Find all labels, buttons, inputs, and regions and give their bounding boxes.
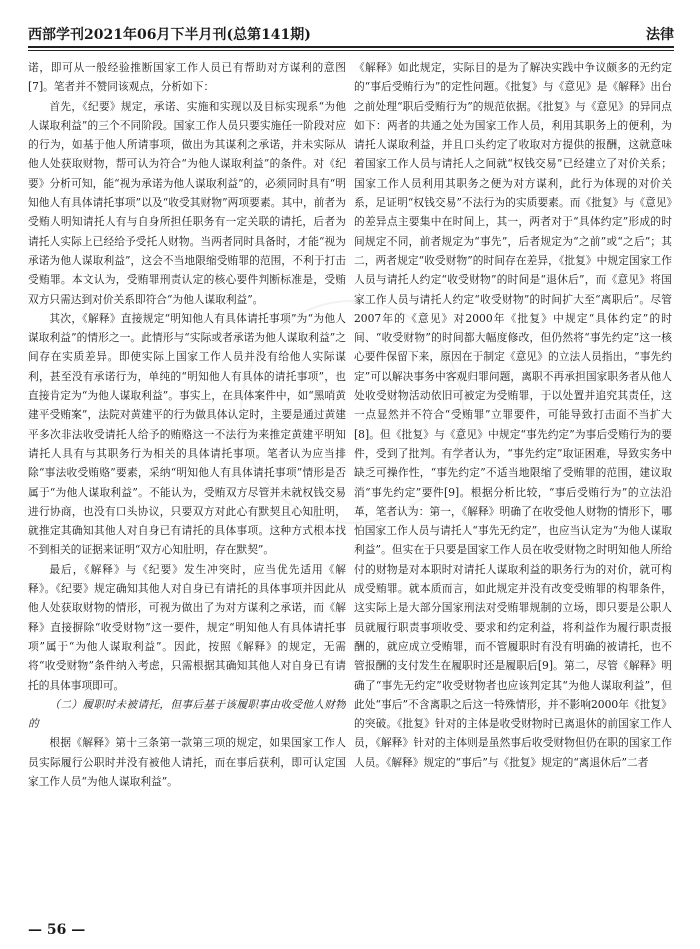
page-header (28, 22, 674, 46)
body-paragraph: 最后，《解释》与《纪要》发生冲突时，应当优先适用《解释》。《纪要》规定确知其他人对自身已有请托的具体事项并因此从他人处获取财物的情形，可视为做出了为对方谋利之承诺，而《解释》直接摒除“收受财物”这一要件，规定“明知他人有具体请托事项”属于“为他人谋取利益”。因此，按照《解释》的规定，无需将“收受财物”条件纳入考虑，只需根据其确知其他人对自身已有请托的具体事项即可。 (28, 562, 346, 692)
body-paragraph: 其次，《解释》直接规定“明知他人有具体请托事项”为“为他人谋取利益”的情形之一。此情形与“实际或者承诺为他人谋取利益”之间存在实质差异。即使实际上国家工作人员并没有给他人实际谋利，甚至没有承诺行为，单纯的“明知他人有具体的请托事项”，也直接肯定为“为他人谋取利益”。事实上，在具体案件中，如“黑哨黄建平受贿案”，法院对黄建平的行为做具体认定时，主要是通过黄建平多次非法收受请托人给予的贿赂这一不法行为来推定黄建平明知请托人具有与其职务行为相关的具体请托事项。笔者认为应当排除“事法收受贿赂”要素，采纳“明知他人有具体请托事项”情形是否属于“为他人谋取利益”。不能认为，受贿双方尽管并未就权钱交易进行协商，也没有口头协议，只要双方对此心有默契且心知肚明，就推定其确知其他人对自身已有请托的具体事项。这种方式根本找不到相关的证据来证明“双方心知肚明，存在默契”。 (28, 311, 346, 557)
page-number: — 56 — (28, 922, 86, 938)
body-paragraph: 根据《解释》第十三条第一款第三项的规定，如果国家工作人员实际履行公职时并没有被他人请托，而在事后获利，即可认定国家工作人员“为他人谋取利益”。 (28, 736, 346, 788)
right-column (354, 58, 672, 910)
header-rule-thick (28, 46, 674, 48)
body-paragraph: 诺，即可从一般经验推断国家工作人员已有帮助对方谋利的意图[7]。笔者并不赞同该观点，分析如下： (28, 61, 346, 94)
section-label: 法律 (646, 27, 674, 43)
body-paragraph: 《解释》如此规定，实际目的是为了解决实践中争议颇多的无约定的“事后受贿行为”的定性问题。《批复》与《意见》是《解释》出台之前处理“职后受贿行为”的规范依据。《批复》与《意见》的异同点如下：两者的共通之处为国家工作人员，利用其职务上的便利，为请托人谋取利益，并且口头约定了收取对方提供的报酬，这就意味着国家工作人员与请托人之间就“权钱交易”已经建立了对价关系；国家工作人员利用其职务之便为对方谋利，此行为体现的对价关系，足证明“权钱交易”不法行为的实质要素。而《批复》与《意见》的差异点主要集中在时间上，其一，两者对于“具体约定”形成的时间规定不同，前者规定为“事先”，后者规定为“之前”或“之后”；其二，两者规定“收受财物”的时间存在差异，《批复》中规定国家工作人员与请托人约定“收受财物”的时间是“退休后”，而《意见》将国家工作人员与请托人约定“收受财物”的时间扩大至“离职后”。尽管2007年的《意见》对2000年《批复》中规定“具体约定”的时间、“收受财物”的时间都大幅度修改，但仍然将“事先约定”这一核心要件保留下来，原因在于制定《意见》的立法人员指出，“事先约定”可以解决事务中客观归罪问题，离职不再承担国家职务者从他人处收受财物活动依旧可被定为受贿罪，于以处置并追究其责任，这一点显然并不符合“受贿罪”立罪要件，可能导致打击面不当扩大[8]。但《批复》与《意见》中规定“事先约定”为事后受贿行为的要件，受到了批判。有学者认为，“事先约定”取证困难，导致实务中缺乏可操作性，“事先约定”不适当地限缩了受贿罪的范围，建议取消“事先约定”要件[9]。根据分析比较，“事后受贿行为”的立法沿革，笔者认为：第一，《解释》明确了在收受他人财物的情形下，哪怕国家工作人员与请托人“事先无约定”，也应当认定为“为他人谋取利益”。但实在于只要是国家工作人员在收受财物之时明知他人所给付的财物是对本职时对请托人谋取利益的职务行为的对价，就可构成受贿罪。就本质而言，如此规定并没有改变受贿罪的构罪条件，这实际上是大部分国家刑法对受贿罪规制的立场，即只要是公职人员就履行职责事项收受、要求和约定利益，将利益作为履行职责报酬的，就应成立受贿罪，而不管履职时有没有明确的被请托，也不管报酬的支付发生在履职时还是履职后[9]。第二，尽管《解释》明确了“事先无约定”收受财物者也应该判定其“为他人谋取利益”，但此处“事后”不含离职之后这一特殊情形，并不影响2000年《批复》的突破。《批复》针对的主体是收受财物时已离退休的前国家工作人员，《解释》针对的主体则是虽然事后收受财物但仍在职的国家工作人员。《解释》规定的“事后”与《批复》规定的“离退休后”二者 (354, 61, 672, 769)
section-subheading: （二）履职时未被请托，但事后基于该履职事由收受他人财物的 (28, 697, 346, 731)
body-paragraph: 首先，《纪要》规定，承诺、实施和实现以及目标实现系“为他人谋取利益”的三个不同阶段。国家工作人员只要实施任一阶段对应的行为，如基于他人所请事项，做出为其谋利之承诺，并未实际从他人处获取财物，帮可认为符合“为他人谋取利益”的条件。对《纪要》分析可知，能“视为承诺为他人谋取利益”的，必须同时具有“明知他人有具体请托事项”以及“收受其财物”两项要素。其中，前者为受贿人明知请托人有与自身所担任职务有一定关联的请托，后者为请托人实际上已经给予受托人财物。当两者同时具备时，才能“视为承诺为他人谋取利益”，这会不当地限缩受贿罪的范围，不利于打击受贿罪。本文认为，受贿罪刑责认定的核心要件判断标准是，受贿双方只需达到对价关系即符合“为他人谋取利益”。 (28, 99, 346, 306)
left-column (28, 58, 346, 910)
journal-title: 西部学刊2021年06月下半月刊(总第141期) (28, 27, 311, 43)
header-rule-thin (28, 50, 674, 51)
